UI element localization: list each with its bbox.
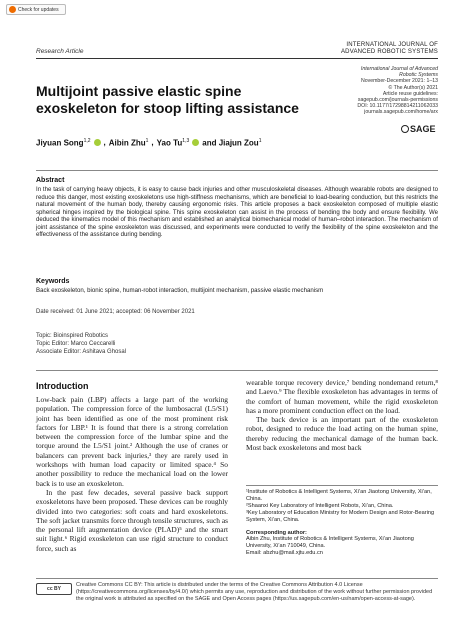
doi-link[interactable]: DOI: 10.1177/17298814211062033 [357,103,438,110]
orcid-icon[interactable] [94,139,101,146]
affiliations-divider [246,485,438,486]
keywords-heading: Keywords [36,278,70,285]
meta-line: Robotic Systems [399,72,438,79]
corresponding-email[interactable]: Email: abzhu@mail.xjtu.edu.cn [246,550,323,557]
associate-editor: Associate Editor: Ashitava Ghosal [36,349,127,355]
meta-line: International Journal of Advanced [360,66,438,72]
article-title: Multijoint passive elastic spine exoskeleton for stoop lifting assistance [36,83,299,116]
topic-editors [36,332,126,356]
author-name: Aibin Zhu$^1$ [108,138,149,148]
topic: Topic: Bioinspired Robotics [36,333,109,339]
meta-line: November-December 2021: 1–13 [361,78,438,85]
intro-column-right [246,378,438,452]
corresponding-text: Aibin Zhu, Institute of Robotics & Intelligent Systems, Xi’an Jiaotong University, Xi’an 710049, China. [246,536,414,550]
affiliation-item: ³Key Laboratory of Education Ministry for Modern Design and Rotor-Bearing System, Xi’an, China. [246,509,435,523]
paragraph: In the past few decades, several passive back support exoskeletons have been proposed. These devices can be roughly divided into two categories: soft coats and hard exoskeletons. The soft jacket transmits force through tensile structures, such as the personal lift augmentation device (PLAD)⁵ and the smart suit light.⁶ Rigid exoskeleton can use rigid structure to conduct force, such as [36,487,228,553]
author-name: Jiyuan Song$^{1,2}$ [36,138,91,148]
abstract-heading: Abstract [36,177,65,184]
received-dates: Date received: 01 June 2021; accepted: 06 November 2021 [36,309,195,315]
section-divider [36,370,438,371]
journal-name-line1: INTERNATIONAL JOURNAL OF [346,42,438,48]
article-type: Research Article [36,48,84,55]
paragraph: wearable torque recovery device,⁷ bending nondemand return,⁸ and Laevo.⁹ The flexible exoskeleton has advantages in terms of the comfort of human movement, while the rigid exoskeleton has a more prominent conduction effect on the load. [246,378,438,415]
author-name: Yao Tu$^{1,3}$ [156,138,190,148]
sage-logo-icon [401,125,409,133]
cc-by-icon[interactable]: cc BY [36,583,72,595]
paragraph: Low-back pain (LBP) affects a large part of the working population. The compression force of the lumbosacral (L5/S1) joint has been identified as one of the most prominent risk factors for LBP.¹ It is found that there is a strong correlation between the compression force of the lumbar spine and the torque around the L5/S1 joint.² Although the use of cranes or balancers can prevent back injuries,³ they are rarely used in workshops with human load capacity or limited space.⁴ So another possibility to reduce the mechanical load on the lower back is to use an exoskeleton. [36,395,228,488]
author-list: Jiyuan Song$^{1,2}$ , Aibin Zhu$^1$ , Yao Tu$^{1,3}$ and Jiajun Zou$^1$ [36,138,262,148]
affiliation-item: ²Shaanxi Key Laboratory of Intelligent Robots, Xi’an, China. [246,502,394,509]
sage-logo-text: SAGE [410,124,436,134]
check-for-updates-label: Check for updates [18,6,59,13]
license-divider [36,578,438,579]
topic-editor: Topic Editor: Marco Ceccarelli [36,341,116,347]
license-block [36,582,438,603]
author-name: and Jiajun Zou$^1$ [202,138,262,148]
check-for-updates-badge[interactable] [6,4,66,15]
sage-logo [401,124,436,134]
abstract-text: In the task of carrying heavy objects, it is easy to cause back injuries and other musculoskeletal diseases. Although wearable robots are designed to reduce this danger, most existing exoskeletons use high-stiffness mechanisms, which are beneficial to load-bearing conduction, but this restricts the natural movement of the human body, thereby causing ergonomic risks. This article proposes a back exoskeleton composed of multiple elastic spherical hinges inspired by the biological spine. This spine exoskeleton can assist in the process of bending the body and ensure flexibility. We deduced the kinematics model of this mechanism and established an analytical biomechanical model of human–robot interaction. The mechanism of joint assistance of the spine exoskeleton was discussed, and experiments were conducted to verify the flexibility of the spine exoskeleton and the effectiveness of the assistance during bending. [36,186,438,238]
introduction-heading: Introduction [36,381,89,391]
license-text: Creative Commons CC BY: This article is distributed under the terms of the Creative Commons Attribution 4.0 License (https://creativecommons.org/licenses/by/4.0/) which permits any use, reproduction and distribution of the work without further permission provided the original work is attributed as specified on the SAGE and Open Access pages (https://us.sagepub.com/en-us/nam/open-access-at-sage). [76,582,433,602]
affiliations [246,489,438,557]
meta-line[interactable]: sagepub.com/journals-permissions [357,97,438,104]
corresponding-heading: Corresponding author: [246,529,307,536]
meta-line: Article reuse guidelines: [382,90,438,97]
section-divider [36,170,438,171]
journal-name [341,42,438,56]
update-icon [9,6,16,13]
meta-line: © The Author(s) 2021 [388,84,438,91]
keywords-text: Back exoskeleton, bionic spine, human-robot interaction, multijoint mechanism, passive elastic mechanism [36,287,324,294]
orcid-icon[interactable] [192,139,199,146]
journal-name-line2: ADVANCED ROBOTIC SYSTEMS [340,49,438,55]
paragraph: The back device is an important part of the exoskeleton robot, designed to reduce the load acting on the human spine, thereby reducing the mechanical damage of the human back. Most back exoskeletons and most back [246,415,438,453]
journal-home-link[interactable]: journals.sagepub.com/home/arx [364,109,438,116]
affiliation-item: ¹Institute of Robotics & Intelligent Systems, Xi’an Jiaotong University, Xi’an, China. [246,489,432,502]
header-divider [36,58,438,59]
intro-column-left [36,395,228,553]
journal-meta [350,66,438,116]
